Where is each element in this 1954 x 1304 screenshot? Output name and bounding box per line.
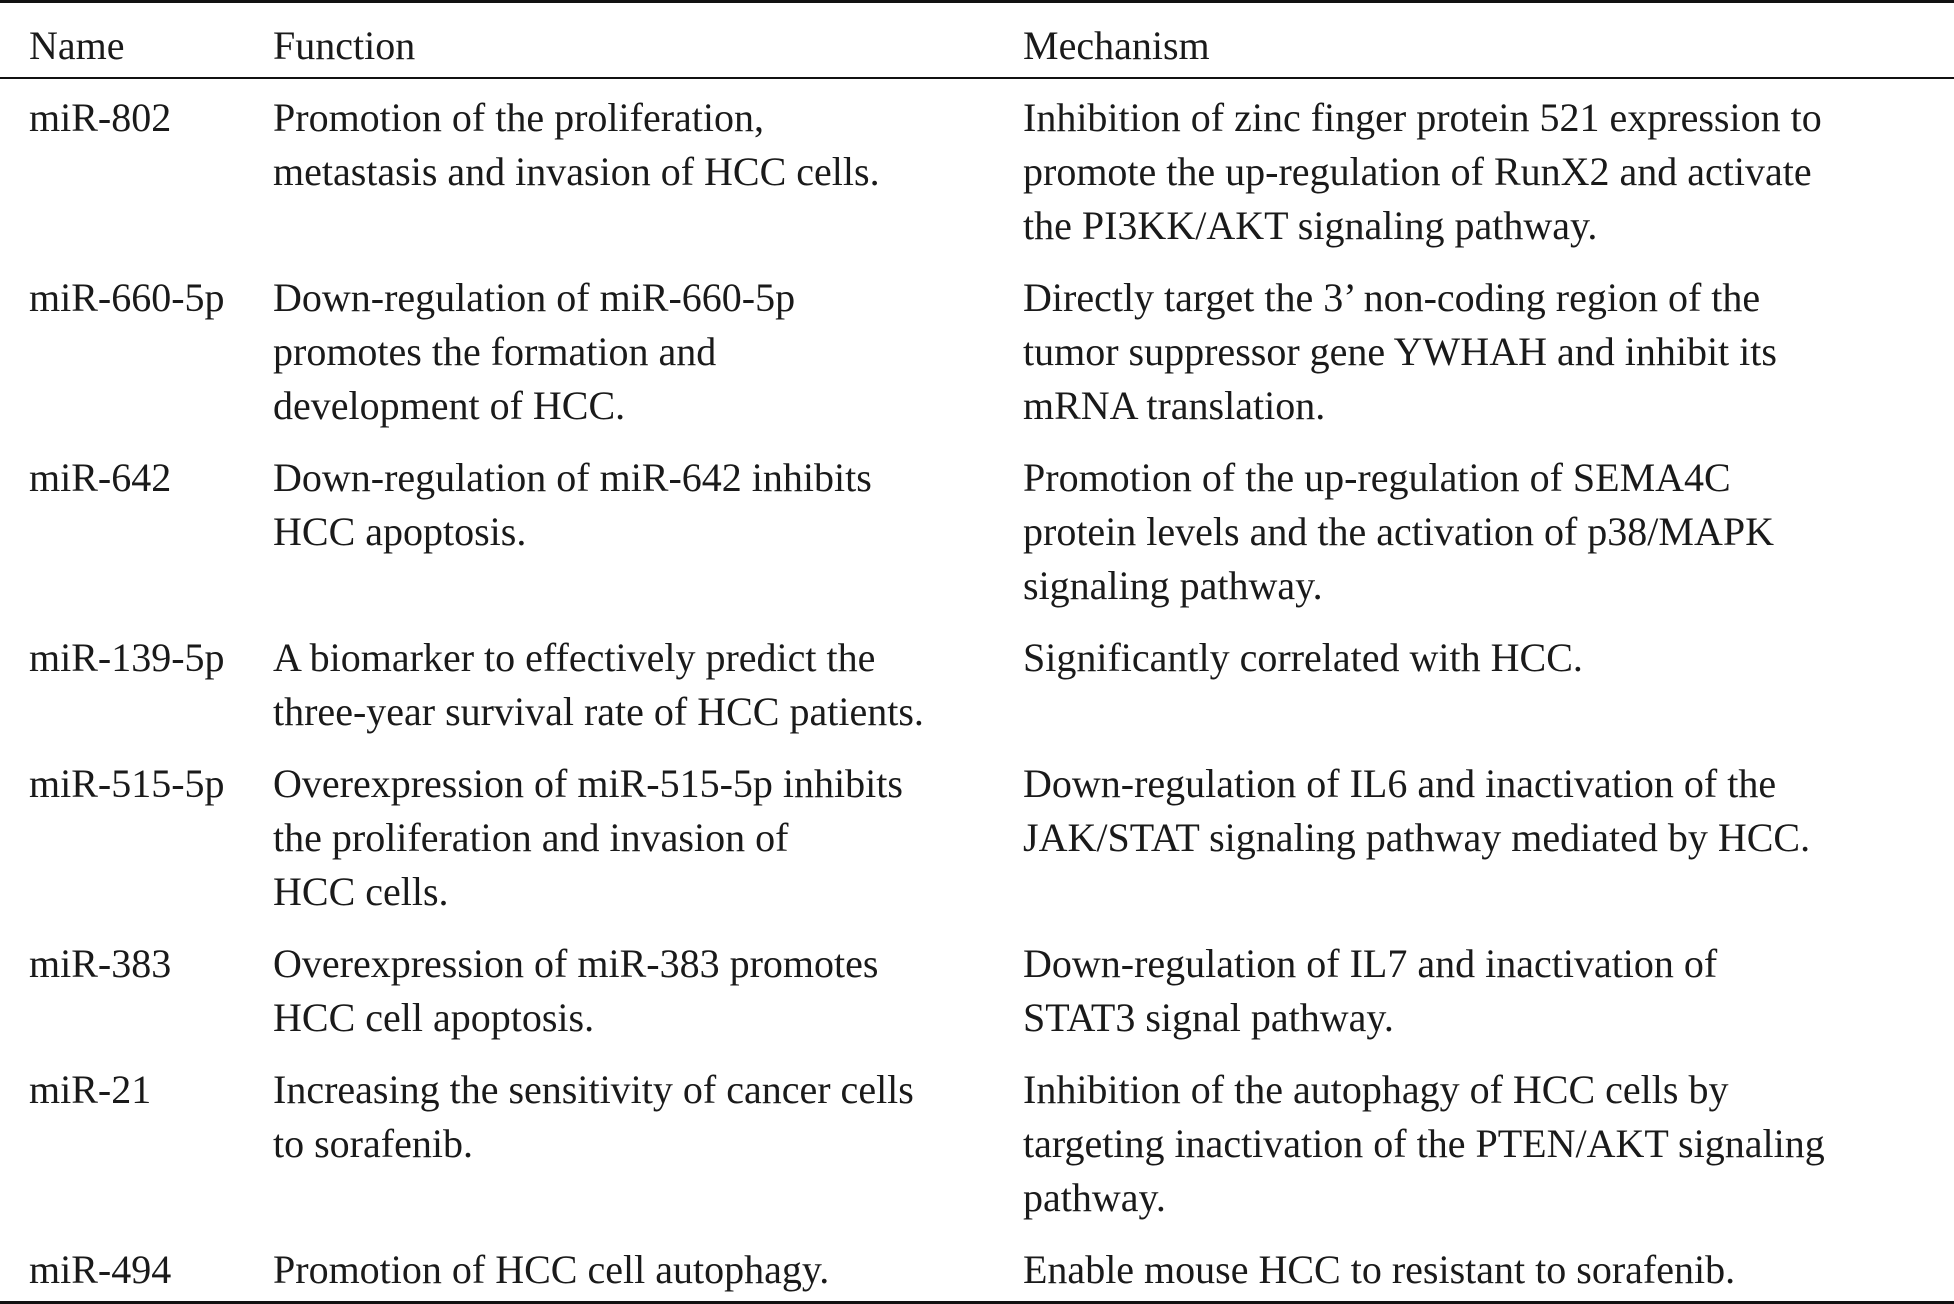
- cell-name: miR-139-5p: [29, 635, 225, 680]
- table-row: [0, 267, 1954, 447]
- cell-function: Increasing the sensitivity of cancer cells to sorafenib.: [273, 1067, 914, 1166]
- cell-function: Overexpression of miR-383 promotes HCC cell apoptosis.: [273, 941, 879, 1040]
- cell-name: miR-642: [29, 455, 172, 500]
- table-row: [0, 78, 1954, 267]
- cell-mechanism: Down-regulation of IL6 and inactivation of the JAK/STAT signaling pathway mediated by HCC.: [1023, 761, 1811, 860]
- cell-mechanism: Significantly correlated with HCC.: [1023, 635, 1583, 680]
- cell-mechanism: Down-regulation of IL7 and inactivation of STAT3 signal pathway.: [1023, 941, 1718, 1040]
- cell-function: Promotion of HCC cell autophagy.: [273, 1247, 830, 1292]
- cell-function: Overexpression of miR-515-5p inhibits the proliferation and invasion of HCC cells.: [273, 761, 903, 914]
- header-row: [0, 2, 1954, 79]
- cell-name: miR-21: [29, 1067, 152, 1112]
- cell-function: Down-regulation of miR-642 inhibits HCC apoptosis.: [273, 455, 872, 554]
- cell-name: miR-515-5p: [29, 761, 225, 806]
- cell-name: miR-660-5p: [29, 275, 225, 320]
- cell-name: miR-802: [29, 95, 172, 140]
- header-function: Function: [273, 23, 416, 68]
- cell-function: A biomarker to effectively predict the three-year survival rate of HCC patients.: [273, 635, 924, 734]
- cell-mechanism: Inhibition of the autophagy of HCC cells by targeting inactivation of the PTEN/AKT signaling pathway.: [1023, 1067, 1825, 1220]
- table-row: [0, 1239, 1954, 1303]
- cell-name: miR-383: [29, 941, 172, 986]
- cell-function: Down-regulation of miR-660-5p promotes the formation and development of HCC.: [273, 275, 796, 428]
- table-row: [0, 753, 1954, 933]
- cell-function: Promotion of the proliferation, metastasis and invasion of HCC cells.: [273, 95, 880, 194]
- table-row: [0, 933, 1954, 1059]
- table-row: [0, 1059, 1954, 1239]
- cell-mechanism: Inhibition of zinc finger protein 521 expression to promote the up-regulation of RunX2 and activate the PI3KK/AKT signaling pathway.: [1023, 95, 1822, 248]
- header-mechanism: Mechanism: [1023, 23, 1210, 68]
- cell-name: miR-494: [29, 1247, 172, 1292]
- cell-mechanism: Promotion of the up-regulation of SEMA4C protein levels and the activation of p38/MAPK signaling pathway.: [1023, 455, 1774, 608]
- table-row: [0, 627, 1954, 753]
- cell-mechanism: Directly target the 3’ non-coding region of the tumor suppressor gene YWHAH and inhibit its mRNA translation.: [1023, 275, 1777, 428]
- header-name: Name: [29, 23, 125, 68]
- table-row: [0, 447, 1954, 627]
- table-body: [0, 78, 1954, 1303]
- cell-mechanism: Enable mouse HCC to resistant to sorafenib.: [1023, 1247, 1736, 1292]
- table-header: [0, 2, 1954, 79]
